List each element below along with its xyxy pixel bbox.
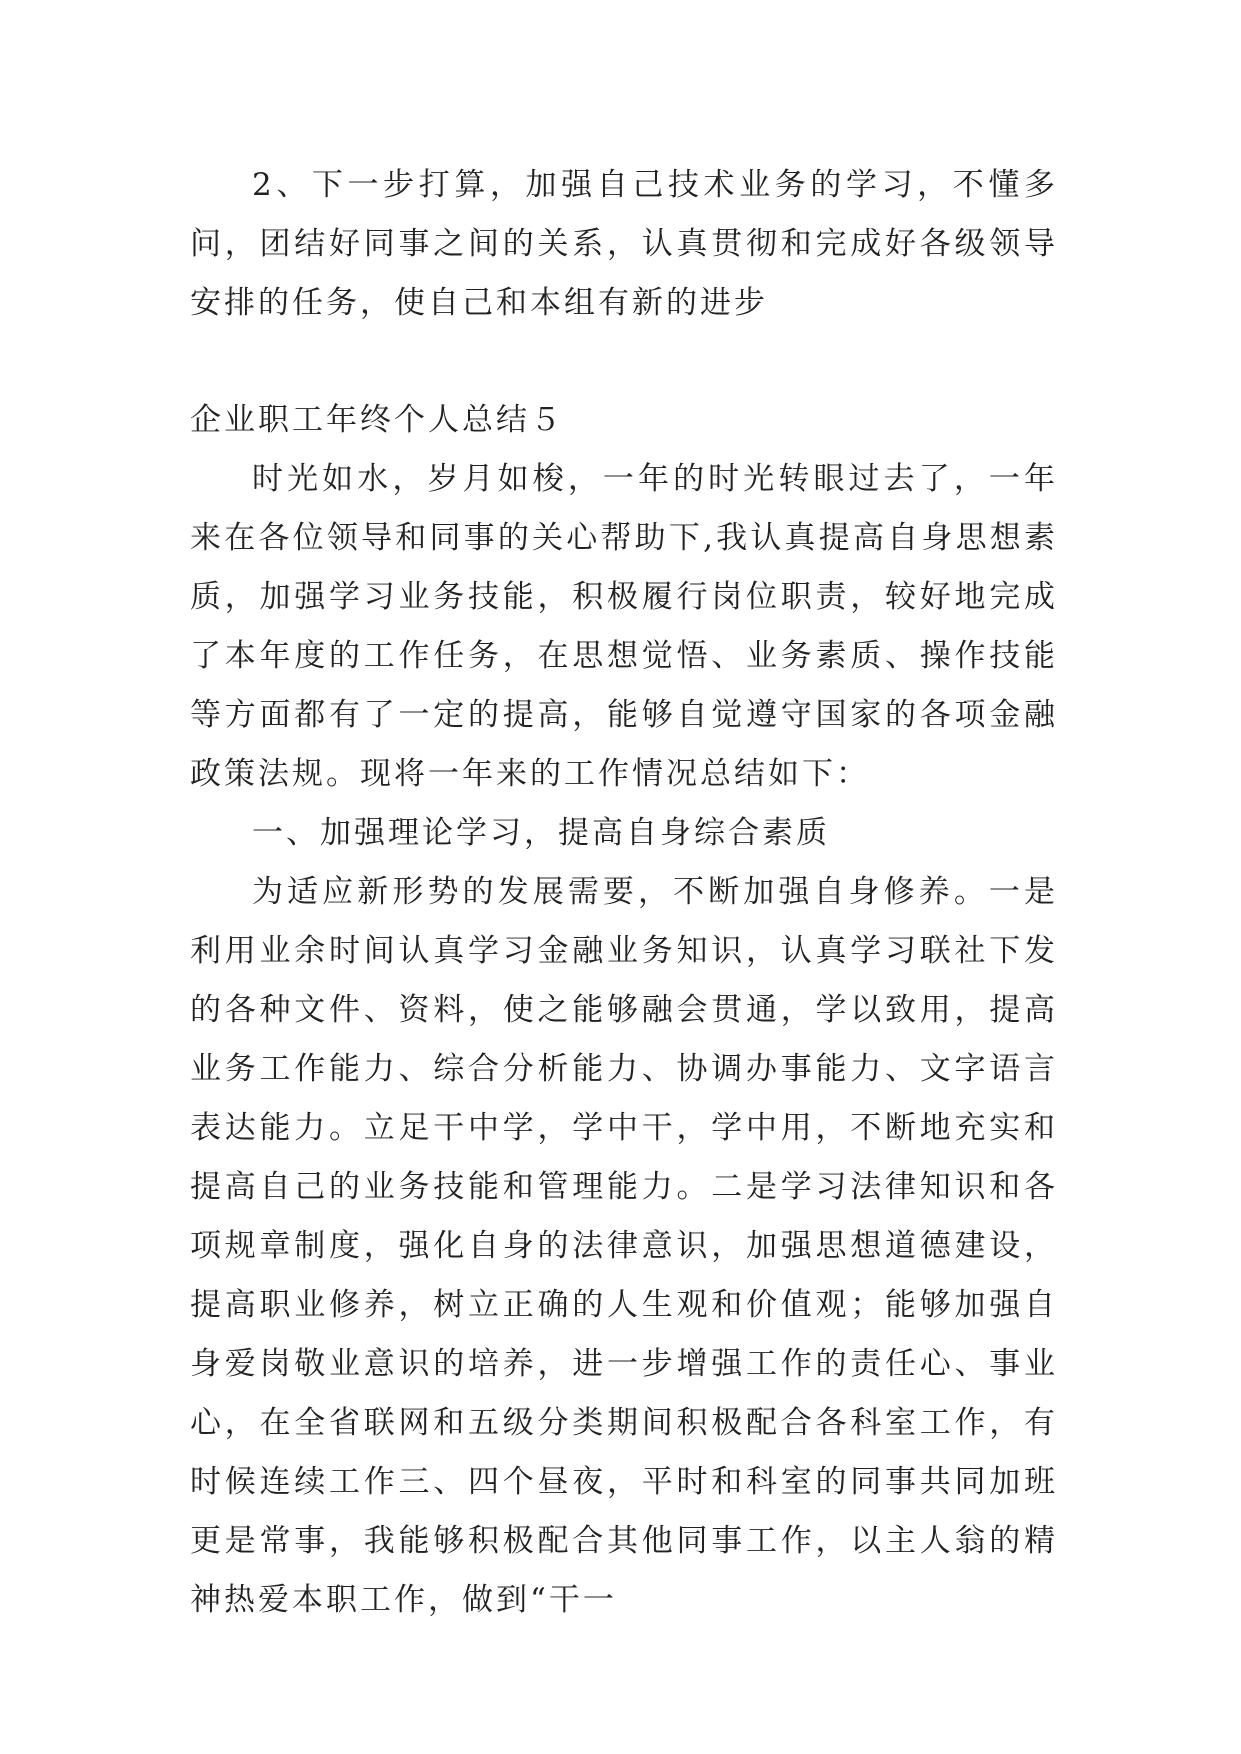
subheading-theory-study: 一、加强理论学习，提高自身综合素质: [252, 815, 830, 851]
section-main: [190, 391, 1058, 1630]
paragraph-body: 为适应新形势的发展需要，不断加强自身修养。一是利用业余时间认真学习金融业务知识，认真学习联社下发的各种文件、资料，使之能够融会贯通，学以致用，提高业务工作能力、综合分析能力、协调办事能力、文字语言表达能力。立足干中学，学中干，学中用，不断地充实和提高自己的业务技能和管理能力。二是学习法律知识和各项规章制度，强化自身的法律意识，加强思想道德建设，提高职业修养，树立正确的人生观和价值观；能够加强自身爱岗敬业意识的培养，进一步增强工作的责任心、事业心，在全省联网和五级分类期间积极配合各科室工作，有时候连续工作三、四个昼夜，平时和科室的同事共同加班更是常事，我能够积极配合其他同事工作，以主人翁的精神热爱本职工作，做到“干一: [190, 874, 1058, 1618]
section-heading: 企业职工年终个人总结５: [190, 402, 564, 438]
paragraph-intro: 时光如水，岁月如梭，一年的时光转眼过去了，一年来在各位领导和同事的关心帮助下,我认真提高自身思想素质，加强学习业务技能，积极履行岗位职责，较好地完成了本年度的工作任务，在思想觉悟、业务素质、操作技能等方面都有了一定的提高，能够自觉遵守国家的各项金融政策法规。现将一年来的工作情况总结如下：: [190, 461, 1058, 792]
section-top: [190, 156, 1058, 333]
paragraph-next-steps: 2、下一步打算，加强自己技术业务的学习，不懂多问，团结好同事之间的关系，认真贯彻和完成好各级领导安排的任务，使自己和本组有新的进步: [190, 167, 1058, 321]
